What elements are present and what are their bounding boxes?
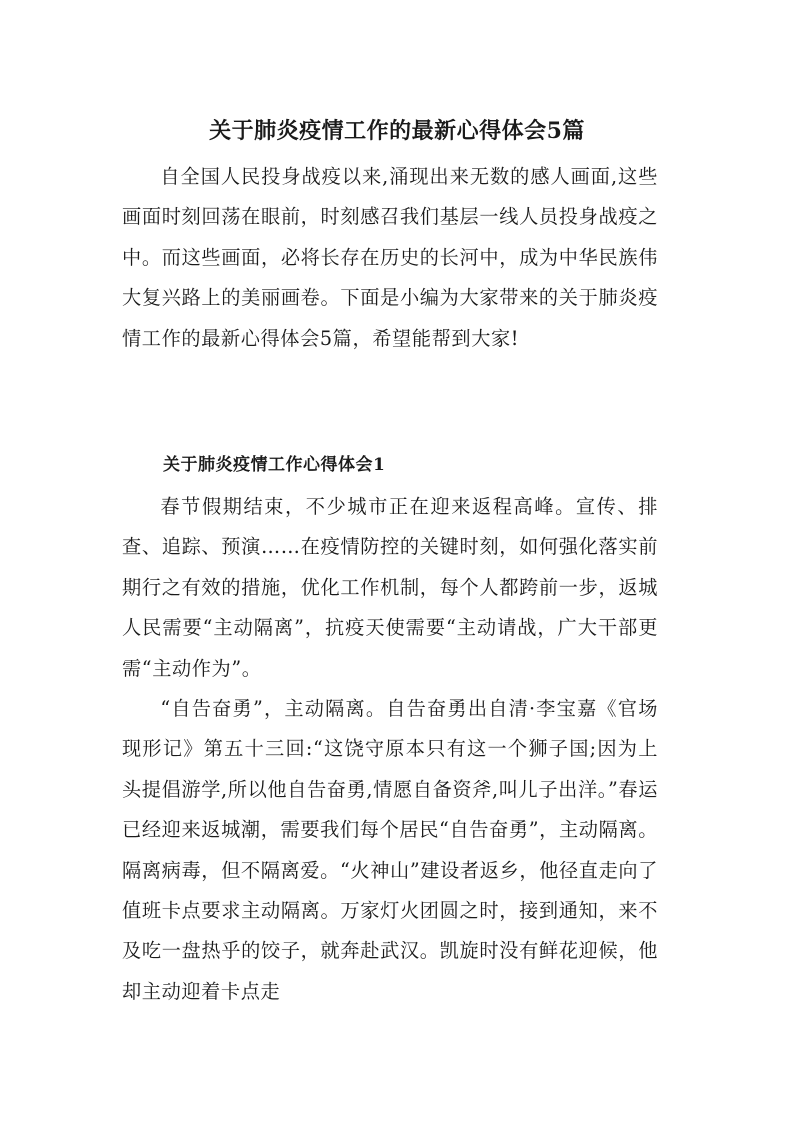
section-1-paragraph-1: 春节假期结束，不少城市正在迎来返程高峰。宣传、排查、追踪、预演……在疫情防控的关键时刻，如何强化落实前期行之有效的措施，优化工作机制，每个人都跨前一步，返城人民需要“主动隔离”，抗疫天使需要“主动请战，广大干部更需“主动作为”。 [122, 495, 658, 680]
intro-paragraph [122, 157, 658, 359]
section-1-paragraph-2: “自告奋勇”，主动隔离。自告奋勇出自清·李宝嘉《官场现形记》第五十三回:“这饶守原本只有这一个狮子国;因为上头提倡游学,所以他自告奋勇,情愿自备资斧,叫儿子出洋。”春运已经迎来返城潮，需要我们每个居民“自告奋勇”，主动隔离。隔离病毒，但不隔离爱。“火神山”建设者返乡，他径直走向了值班卡点要求主动隔离。万家灯火团圆之时，接到通知，来不及吃一盘热乎的饺子，就奔赴武汉。凯旋时没有鲜花迎候，他却主动迎着卡点走 [122, 697, 658, 1003]
intro-text: 自全国人民投身战疫以来,涌现出来无数的感人画面,这些画面时刻回荡在眼前，时刻感召我们基层一线人员投身战疫之中。而这些画面，必将长存在历史的长河中，成为中华民族伟大复兴路上的美丽画卷。下面是小编为大家带来的关于肺炎疫情工作的最新心得体会5篇，希望能帮到大家! [122, 165, 658, 350]
section-1-heading: 关于肺炎疫情工作心得体会1 [163, 455, 386, 475]
document-title: 关于肺炎疫情工作的最新心得体会5篇 [209, 118, 585, 144]
section-1-body [122, 487, 658, 1012]
